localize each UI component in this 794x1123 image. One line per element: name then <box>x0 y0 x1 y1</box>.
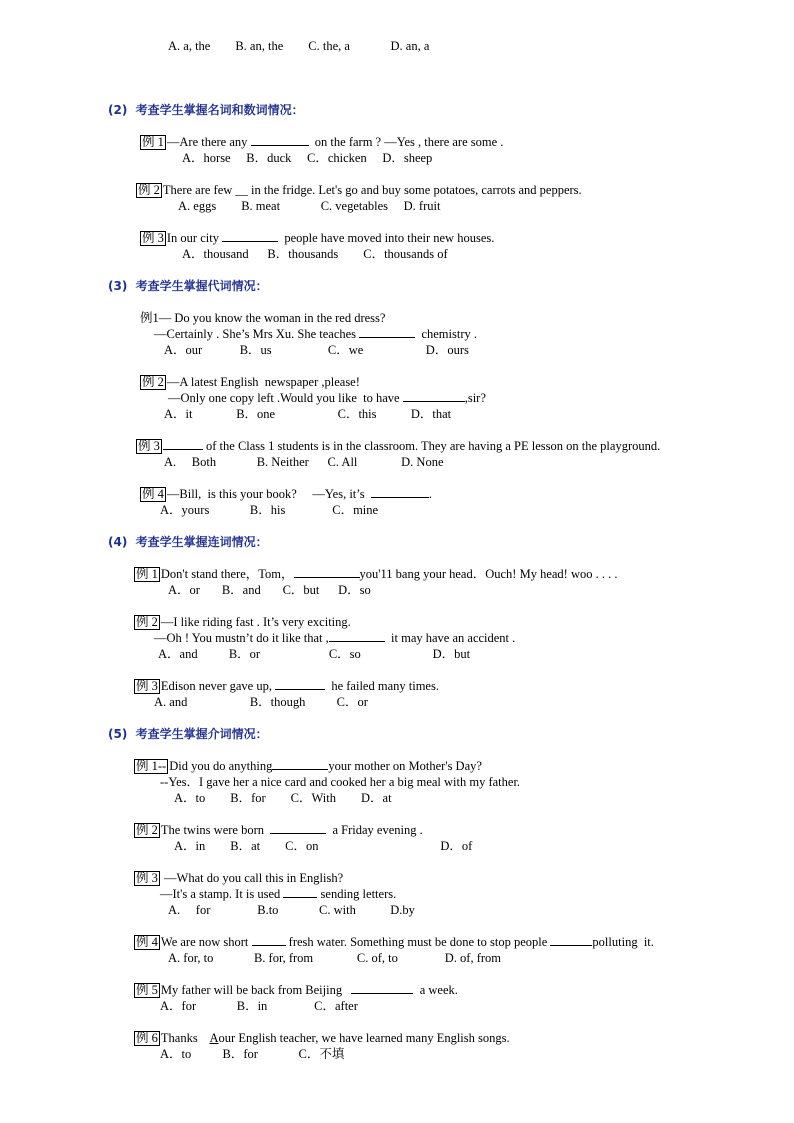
question-text: sending letters. <box>317 887 397 901</box>
example-r1-options: A．to B．for C．With D．at <box>174 791 392 805</box>
section-heading-nouns-numerals: (2) 考查学生掌握名词和数词情况： <box>108 103 304 117</box>
question-text: on the farm ? —Yes , there are some . <box>308 135 504 149</box>
example-label: 例 1 <box>142 135 164 149</box>
example-r6-options: A．to B．for C．不填 <box>160 1047 345 1061</box>
answer-blank <box>272 758 328 770</box>
example-r6-question <box>134 1030 510 1046</box>
previous-question-options: A. a, the B. an, the C. the, a D. an, a <box>168 39 430 53</box>
example-n2-question <box>136 182 582 198</box>
example-c3-options: A. and B．though C．or <box>154 695 368 709</box>
example-r4-options: A. for, to B. for, from C. of, to D. of, from <box>168 951 501 965</box>
question-text: Edison never gave up, <box>160 679 276 693</box>
question-text: —A latest English newspaper ,please! <box>166 375 360 389</box>
question-text: In our city <box>166 231 223 245</box>
question-text: a Friday evening . <box>326 823 423 837</box>
answer-blank <box>163 438 203 450</box>
question-text: people have moved into their new houses. <box>278 231 495 245</box>
example-label: 例 5 <box>136 983 158 997</box>
example-r4-question <box>134 934 654 950</box>
question-text: you'11 bang your head．Ouch! My head! woo . . . . <box>359 567 618 581</box>
section-heading-pronouns: (3) 考查学生掌握代词情况： <box>108 279 268 293</box>
example-p2-options: A．it B．one C．this D．that <box>164 407 452 421</box>
example-c2-line2 <box>154 630 515 646</box>
question-text: it may have an accident . <box>384 631 516 645</box>
example-n3-options: A．thousand B．thousands C．thousands of <box>182 247 448 261</box>
question-text: — Do you know the woman in the red dress? <box>158 311 386 325</box>
question-text: Thanks <box>160 1031 210 1045</box>
example-n3-question <box>140 230 494 246</box>
example-r3-options: A. for B.to C. with D.by <box>168 903 415 917</box>
question-text: fresh water. Something must be done to stop people <box>285 935 551 949</box>
question-text: —It's a stamp. It is used <box>160 887 284 901</box>
section-heading-conjunctions: (4) 考查学生掌握连词情况： <box>108 535 268 549</box>
example-p2-question <box>140 374 360 390</box>
answer-blank <box>222 230 278 242</box>
example-label: 例 3 <box>142 231 164 245</box>
example-r5-options: A．for B．in C．after <box>160 999 358 1013</box>
answer-blank <box>329 630 385 642</box>
example-label: 例 2 <box>138 183 160 197</box>
answer-blank <box>359 326 415 338</box>
question-text: our English teacher, we have learned many English songs. <box>218 1031 510 1045</box>
example-p4-question <box>140 486 432 502</box>
example-p3-question <box>136 438 660 454</box>
question-text: your mother on Mother's Day? <box>328 759 482 773</box>
example-r2-options: A．in B．at C．on D．of <box>174 839 473 853</box>
example-n2-options: A. eggs B. meat C. vegetables D. fruit <box>178 199 441 213</box>
question-text: —What do you call this in English? <box>160 871 344 885</box>
example-r1-question <box>134 758 482 774</box>
question-text: —Certainly . She’s Mrs Xu. She teaches <box>154 327 360 341</box>
example-label: 例 4 <box>142 487 164 501</box>
question-text: We are now short <box>160 935 252 949</box>
example-c2-options: A．and B．or C．so D．but <box>158 647 471 661</box>
answer-blank <box>270 822 326 834</box>
example-p4-options: A．yours B．his C．mine <box>160 503 379 517</box>
question-text: of the Class 1 students is in the classroom. They are having a PE lesson on the playground. <box>202 439 661 453</box>
question-text: My father will be back from Beijing <box>160 983 352 997</box>
question-text: . <box>428 487 432 501</box>
answer-blank <box>403 390 465 402</box>
example-label: 例 4 <box>136 935 158 949</box>
example-n1-options: A．horse B．duck C．chicken D．sheep <box>182 151 433 165</box>
example-c2-question <box>134 614 351 630</box>
question-text: Did you do anything <box>169 759 273 773</box>
example-r3-question <box>134 870 343 886</box>
question-text: There are few __ in the fridge. Let's go and buy some potatoes, carrots and peppers. <box>162 183 582 197</box>
answer-blank <box>371 486 429 498</box>
question-text: —Are there any <box>166 135 251 149</box>
question-text: —Bill, is this your book? —Yes, it’s <box>166 487 371 501</box>
example-c1-options: A．or B．and C．but D．so <box>168 583 371 597</box>
example-r1-line2: --Yes．I gave her a nice card and cooked her a big meal with my father. <box>160 775 521 789</box>
section-heading-prepositions: (5) 考查学生掌握介词情况： <box>108 727 268 741</box>
filled-answer: A <box>209 1031 219 1045</box>
example-r2-question <box>134 822 423 838</box>
answer-blank <box>550 934 592 946</box>
example-label: 例1 <box>140 311 159 325</box>
example-label: 例 2 <box>136 615 158 629</box>
answer-blank <box>351 982 413 994</box>
answer-blank <box>251 134 309 146</box>
question-text: —Only one copy left .Would you like to have <box>168 391 403 405</box>
example-label: 例 3 <box>138 439 160 453</box>
question-text: —Oh ! You mustn’t do it like that , <box>154 631 329 645</box>
question-text: he failed many times. <box>325 679 439 693</box>
example-label: 例 3 <box>136 679 158 693</box>
question-text: a week. <box>413 983 458 997</box>
question-text: Don't stand there，Tom， <box>160 567 294 581</box>
example-label: 例 1 <box>136 567 158 581</box>
example-p1-options: A．our B．us C．we D．ours <box>164 343 469 357</box>
question-text: The twins were born <box>160 823 271 837</box>
answer-blank <box>275 678 325 690</box>
example-label: 例 1-- <box>136 759 167 773</box>
question-text: ,sir? <box>464 391 486 405</box>
answer-blank <box>294 566 360 578</box>
example-n1-question <box>140 134 503 150</box>
answer-blank <box>283 886 317 898</box>
example-r3-line2 <box>160 886 396 902</box>
question-text: polluting it. <box>592 935 654 949</box>
example-p1-line2 <box>154 326 477 342</box>
example-p2-line2 <box>168 390 486 406</box>
example-label: 例 2 <box>136 823 158 837</box>
example-label: 例 6 <box>136 1031 158 1045</box>
question-text: —I like riding fast . It’s very exciting. <box>160 615 351 629</box>
example-p1-question <box>140 310 385 326</box>
answer-blank <box>252 934 286 946</box>
example-c3-question <box>134 678 439 694</box>
example-label: 例 3 <box>136 871 158 885</box>
example-label: 例 2 <box>142 375 164 389</box>
question-text: chemistry . <box>415 327 477 341</box>
example-r5-question <box>134 982 458 998</box>
example-p3-options: A. Both B. Neither C. All D. None <box>164 455 444 469</box>
example-c1-question <box>134 566 617 582</box>
